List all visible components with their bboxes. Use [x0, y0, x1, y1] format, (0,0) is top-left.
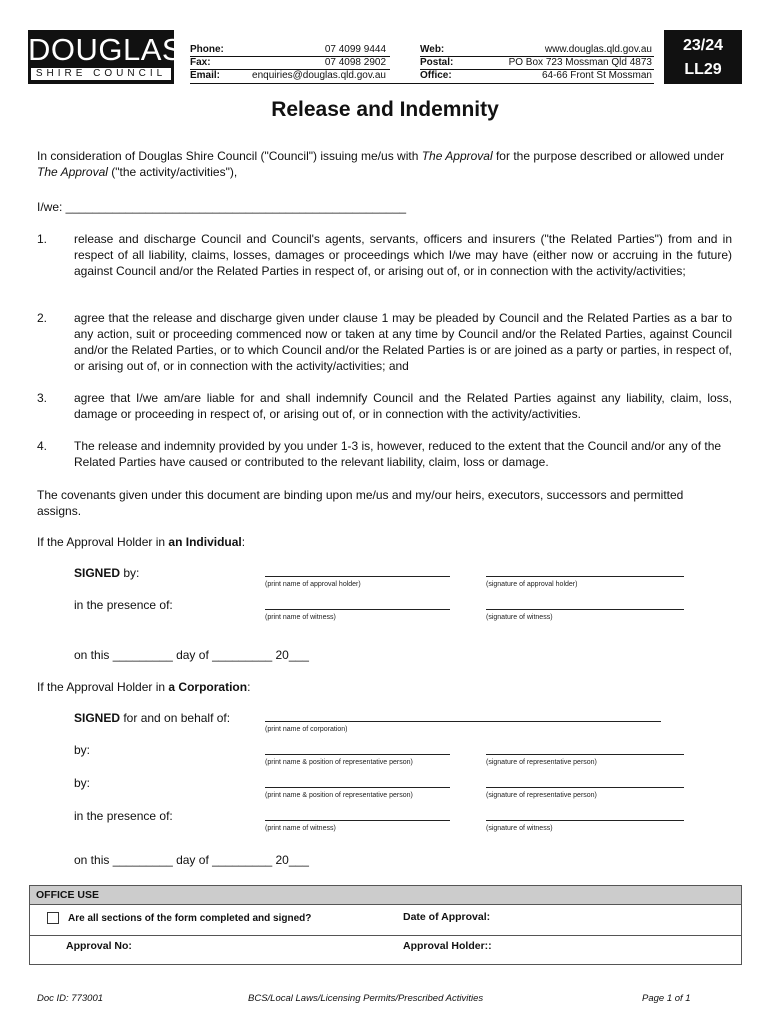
- email-label: Email:: [190, 70, 221, 81]
- field-caption: (signature of approval holder): [486, 581, 578, 588]
- witness-signature-line[interactable]: [486, 820, 684, 821]
- clause-number: 3.: [37, 391, 48, 405]
- header-divider: [420, 69, 654, 70]
- postal-value: PO Box 723 Mossman Qld 4873: [508, 57, 652, 68]
- heading-bold: a Corporation: [168, 680, 248, 694]
- header-divider: [420, 56, 654, 57]
- date-line[interactable]: on this _________ day of _________ 20___: [74, 648, 309, 662]
- clause-text: release and discharge Council and Council's agents, servants, officers and insurers ("the Related Parties") from and in respect of all liability, claims, losses, damages or proceedings which I/we may have (either now or accruing in the future) against Council and/or the Related Parties in respect of, or arising out of, or in connection with the activity/activities;: [74, 232, 732, 278]
- header-divider: [190, 56, 390, 57]
- contact-block-right: [420, 43, 654, 82]
- office-label: Office:: [420, 70, 452, 81]
- completed-checkbox[interactable]: [47, 912, 59, 924]
- doc-path: BCS/Local Laws/Licensing Permits/Prescribed Activities: [248, 993, 484, 1004]
- representative-signature-line[interactable]: [486, 754, 684, 755]
- witness-signature-line[interactable]: [486, 609, 684, 610]
- fax-label: Fax:: [190, 57, 211, 68]
- logo-sub-text: SHIRE COUNCIL: [31, 68, 171, 80]
- fax-value: 07 4098 2902: [324, 57, 386, 68]
- field-caption: (signature of witness): [486, 614, 553, 621]
- phone-label: Phone:: [190, 44, 224, 55]
- form-year: 23/24: [682, 37, 724, 54]
- signed-bold: SIGNED: [74, 711, 121, 725]
- intro-paragraph: [37, 148, 737, 180]
- postal-label: Postal:: [420, 57, 454, 68]
- office-use-box: [29, 885, 742, 965]
- office-use-heading: OFFICE USE: [30, 886, 741, 905]
- field-caption: (print name of witness): [265, 825, 336, 832]
- covenants-paragraph: The covenants given under this document are binding upon me/us and my/our heirs, executors, successors and permitted assigns.: [37, 488, 684, 518]
- by-label: by:: [74, 743, 91, 757]
- iwe-field[interactable]: I/we: ___________________________________________________: [37, 200, 407, 214]
- heading-text: If the Approval Holder in: [37, 535, 169, 549]
- heading-bold: an Individual: [168, 535, 242, 549]
- signed-by-label: [74, 565, 139, 581]
- office-value: 64-66 Front St Mossman: [541, 70, 652, 81]
- clause-text: The release and indemnity provided by you under 1-3 is, however, reduced to the extent that the Council and/or any of the Related Parties have caused or contributed to the relevant liability, claim, loss or damage.: [74, 439, 722, 469]
- heading-text: If the Approval Holder in: [37, 680, 169, 694]
- phone-value: 07 4099 9444: [324, 44, 386, 55]
- clause-text: agree that I/we am/are liable for and shall indemnify Council and the Related Parties against any liability, claim, loss, damage or proceeding in respect of, or arising out of, or in connection with the activity/activities.: [74, 391, 732, 421]
- signed-on-behalf-label: [74, 710, 230, 726]
- field-caption: (signature of representative person): [486, 759, 597, 766]
- approval-no-label: Approval No:: [66, 940, 132, 952]
- heading-text: :: [241, 535, 246, 549]
- by-label: by:: [74, 776, 91, 790]
- approval-holder-label: Approval Holder::: [403, 940, 492, 952]
- field-caption: (signature of witness): [486, 825, 553, 832]
- date-line[interactable]: on this _________ day of _________ 20___: [74, 853, 309, 867]
- council-logo: [28, 30, 184, 84]
- intro-text: ("the activity/activities"),: [107, 165, 238, 179]
- doc-id: Doc ID: 773001: [37, 993, 104, 1004]
- corporation-heading: [37, 679, 250, 695]
- witness-name-line[interactable]: [265, 609, 450, 610]
- representative-name-line[interactable]: [265, 787, 450, 788]
- approval-holder-signature-line[interactable]: [486, 576, 684, 577]
- field-caption: (print name of corporation): [265, 726, 348, 733]
- witness-name-line[interactable]: [265, 820, 450, 821]
- page-number: Page 1 of 1: [642, 993, 691, 1004]
- page-title: Release and Indemnity: [271, 98, 499, 121]
- field-caption: (signature of representative person): [486, 792, 597, 799]
- form-code: LL29: [684, 61, 722, 78]
- intro-emphasis: The Approval: [37, 165, 108, 179]
- signed-rest: for and on behalf of:: [120, 711, 231, 725]
- signed-bold: SIGNED: [74, 566, 121, 580]
- clause-number: 4.: [37, 439, 48, 453]
- intro-text: for the purpose described or allowed under: [492, 149, 725, 163]
- office-row: [30, 905, 741, 936]
- clause-text: agree that the release and discharge given under clause 1 may be pleaded by Council and the Related Parties as a bar to any action, suit or proceeding commenced now or taken at any time by Council and/or the Related Parties, against Council and/or the Related Parties, or to which Council and/or the Related Parties is or are joined as a party or parties, in respect of, or arising out of, or in connection with the activity/activities; and: [74, 311, 732, 373]
- completed-question: Are all sections of the form completed and signed?: [68, 913, 312, 924]
- field-caption: (print name of approval holder): [265, 581, 361, 588]
- corporation-name-line[interactable]: [265, 721, 661, 722]
- approval-holder-name-line[interactable]: [265, 576, 450, 577]
- heading-text: :: [247, 680, 251, 694]
- web-value: www.douglas.qld.gov.au: [544, 44, 652, 55]
- contact-block-left: [190, 43, 390, 82]
- signed-rest: by:: [120, 566, 140, 580]
- logo-main-text: DOUGLAS: [28, 32, 184, 67]
- field-caption: (print name & position of representative person): [265, 792, 413, 799]
- field-caption: (print name & position of representative person): [265, 759, 413, 766]
- email-value: enquiries@douglas.qld.gov.au: [252, 70, 386, 81]
- header-divider: [190, 83, 654, 84]
- intro-emphasis: The Approval: [421, 149, 493, 163]
- representative-name-line[interactable]: [265, 754, 450, 755]
- individual-heading: [37, 534, 245, 550]
- representative-signature-line[interactable]: [486, 787, 684, 788]
- presence-label: in the presence of:: [74, 598, 173, 612]
- field-caption: (print name of witness): [265, 614, 336, 621]
- clause-number: 1.: [37, 232, 48, 246]
- header-divider: [190, 69, 390, 70]
- form-code-box: [664, 30, 742, 84]
- clause-number: 2.: [37, 311, 48, 325]
- presence-label: in the presence of:: [74, 809, 173, 823]
- date-of-approval-label: Date of Approval:: [403, 911, 491, 923]
- web-label: Web:: [420, 44, 445, 55]
- intro-text: In consideration of Douglas Shire Council ("Council") issuing me/us with: [37, 149, 422, 163]
